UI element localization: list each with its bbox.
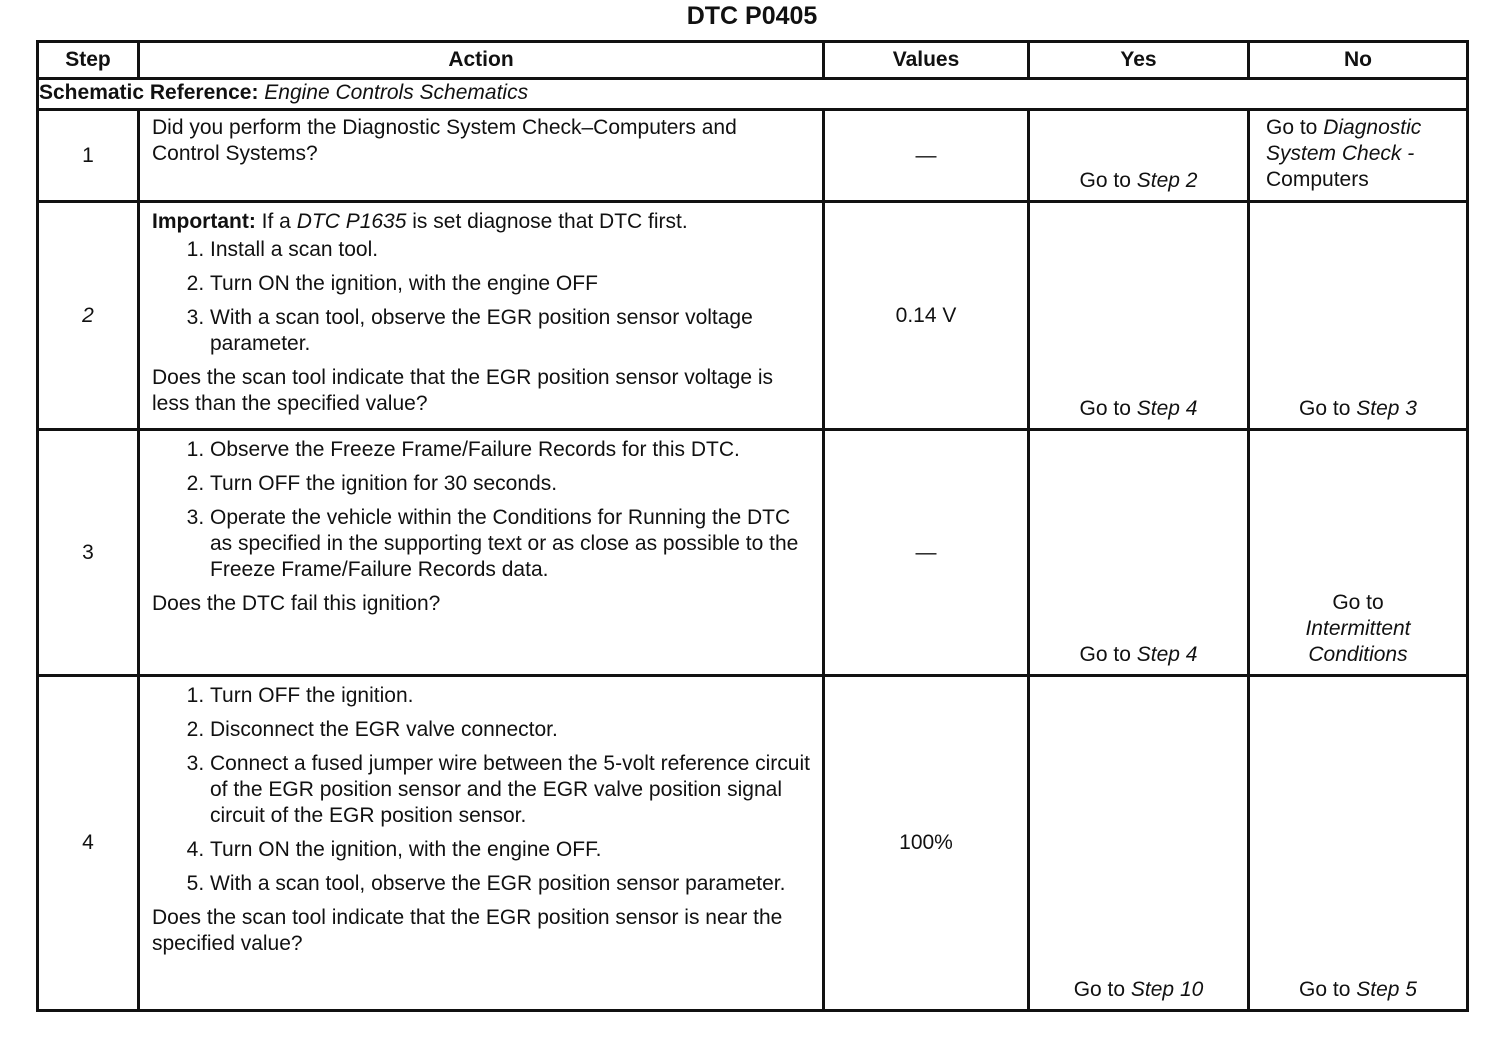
- column-header-values: Values: [824, 42, 1029, 79]
- no-suffix: Computers: [1266, 168, 1369, 191]
- value-cell: —: [824, 430, 1029, 676]
- no-prefix: Go to: [1266, 116, 1318, 139]
- column-header-step: Step: [38, 42, 139, 79]
- yes-prefix: Go to: [1079, 169, 1131, 192]
- list-item: 1. Install a scan tool.: [210, 237, 810, 263]
- important-post: is set diagnose that DTC first.: [412, 210, 688, 233]
- yes-prefix: Go to: [1079, 397, 1131, 420]
- yes-cell: [1029, 202, 1249, 430]
- list-item: 2. Turn ON the ignition, with the engine OFF: [210, 271, 810, 297]
- list-item: 3. Connect a fused jumper wire between the 5-volt reference circuit of the EGR position sensor and the EGR valve position signal circuit of the EGR position sensor.: [210, 751, 810, 829]
- no-prefix: Go to: [1299, 397, 1351, 420]
- column-header-no: No: [1249, 42, 1468, 79]
- table-row: [38, 676, 1468, 1011]
- important-pre: If a: [261, 210, 291, 233]
- yes-link[interactable]: Step 4: [1136, 397, 1198, 420]
- step-number: 3: [38, 430, 139, 676]
- action-cell: [139, 202, 824, 430]
- action-question: Does the DTC fail this ignition?: [152, 592, 441, 615]
- list-item: 3. With a scan tool, observe the EGR position sensor voltage parameter.: [210, 305, 810, 357]
- no-prefix: Go to: [1299, 978, 1351, 1001]
- yes-link[interactable]: Step 4: [1136, 643, 1198, 666]
- list-item: 1. Observe the Freeze Frame/Failure Records for this DTC.: [210, 437, 810, 463]
- action-cell: [139, 676, 824, 1011]
- step-number: 4: [38, 676, 139, 1011]
- diagnostic-table: [36, 40, 1469, 1012]
- yes-link[interactable]: Step 10: [1130, 978, 1204, 1001]
- no-cell: [1249, 110, 1468, 202]
- no-prefix: Go to: [1332, 591, 1384, 614]
- important-dtc-link[interactable]: DTC P1635: [296, 210, 407, 233]
- table-row: [38, 202, 1468, 430]
- yes-cell: [1029, 430, 1249, 676]
- schematic-reference-label: Schematic Reference:: [39, 81, 259, 104]
- column-header-action: Action: [139, 42, 824, 79]
- action-question: Does the scan tool indicate that the EGR position sensor is near the specified value?: [152, 906, 783, 955]
- list-item: 4. Turn ON the ignition, with the engine OFF.: [210, 837, 810, 863]
- list-item: 1. Turn OFF the ignition.: [210, 683, 810, 709]
- step-number: 2: [38, 202, 139, 430]
- value-cell: 100%: [824, 676, 1029, 1011]
- action-list: [152, 683, 810, 897]
- list-item: 2. Disconnect the EGR valve connector.: [210, 717, 810, 743]
- step-number: 1: [38, 110, 139, 202]
- list-item: 5. With a scan tool, observe the EGR position sensor parameter.: [210, 871, 810, 897]
- no-cell: [1249, 676, 1468, 1011]
- header-row: [38, 42, 1468, 79]
- important-note: [152, 209, 810, 235]
- schematic-reference-link[interactable]: Engine Controls Schematics: [264, 81, 529, 104]
- important-label: Important:: [152, 210, 256, 233]
- table-row: [38, 110, 1468, 202]
- schematic-reference-row: [38, 79, 1468, 110]
- no-cell: [1249, 430, 1468, 676]
- value-cell: —: [824, 110, 1029, 202]
- action-question: Does the scan tool indicate that the EGR position sensor voltage is less than the specified value?: [152, 366, 774, 415]
- yes-prefix: Go to: [1079, 643, 1131, 666]
- no-link[interactable]: Step 3: [1356, 397, 1417, 420]
- no-link[interactable]: Diagnostic System Check -: [1266, 116, 1422, 165]
- table-row: [38, 430, 1468, 676]
- yes-cell: [1029, 676, 1249, 1011]
- yes-cell: [1029, 110, 1249, 202]
- no-cell: [1249, 202, 1468, 430]
- action-cell: [139, 110, 824, 202]
- action-cell: [139, 430, 824, 676]
- action-question: Did you perform the Diagnostic System Check–Computers and Control Systems?: [152, 116, 737, 165]
- yes-prefix: Go to: [1073, 978, 1126, 1001]
- column-header-yes: Yes: [1029, 42, 1249, 79]
- list-item: 3. Operate the vehicle within the Conditions for Running the DTC as specified in the supporting text or as close as possible to the Freeze Frame/Failure Records data.: [210, 505, 810, 583]
- yes-link[interactable]: Step 2: [1136, 169, 1198, 192]
- action-list: [152, 437, 810, 583]
- list-item: 2. Turn OFF the ignition for 30 seconds.: [210, 471, 810, 497]
- action-list: [152, 237, 810, 357]
- no-link[interactable]: Intermittent Conditions: [1305, 617, 1411, 666]
- page-title: DTC P0405: [686, 2, 818, 30]
- no-link[interactable]: Step 5: [1356, 978, 1417, 1001]
- value-cell: 0.14 V: [824, 202, 1029, 430]
